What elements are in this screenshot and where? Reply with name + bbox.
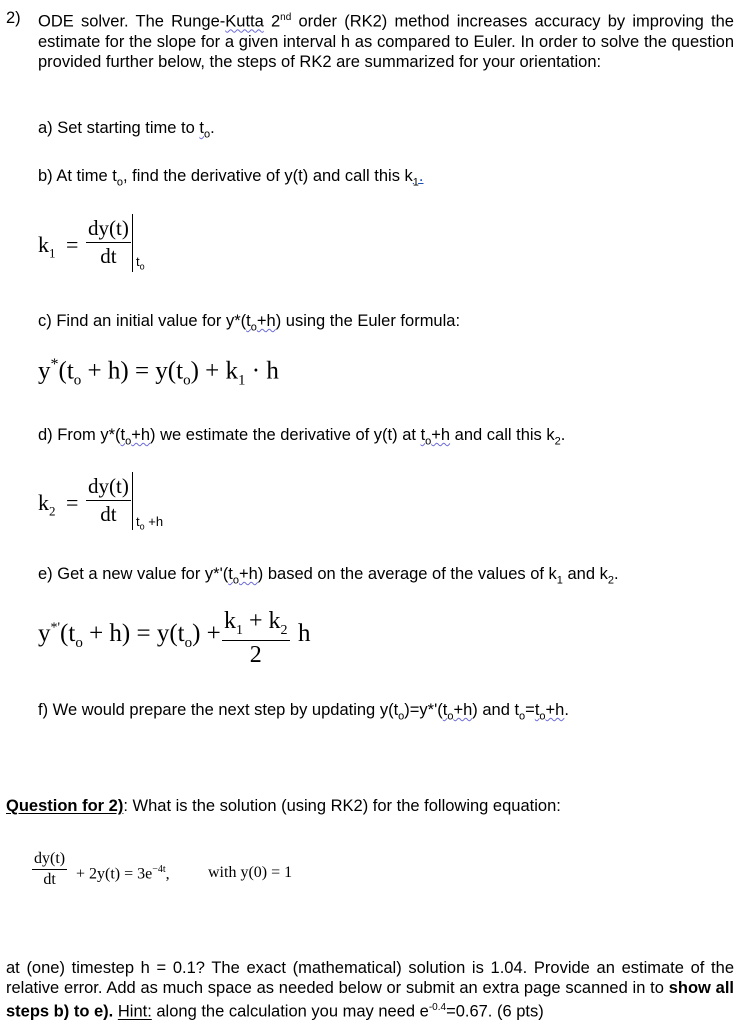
step-d: d) From $y*(t_o+h)$ we estimate the derivative of y(t) at $t_o+h$ and call this $k_2$. xyxy=(38,426,566,448)
step-a: a) Set starting time to $t_o$. xyxy=(38,119,215,141)
rk2-equation: $y^{*'}(t_o + h) = y(t_o)$ + $\frac{k_1 + k_2}{2}$ h xyxy=(38,608,311,668)
ode-equation: $\frac{dy(t)}{dt}$ + $2y(t) = 3e^{-4t}$, with y(0) = 1 xyxy=(34,850,293,888)
intro-text: ODE solver. The Runge-Kutta 2nd order (RK2) method increases accuracy by improving the estimate for the slope for a given interval h as compared to Euler. In order to solve the question provided further below, the steps of RK2 are summarized for your orientation: xyxy=(38,12,734,71)
question-label: Question for 2) xyxy=(6,797,124,815)
kutta-word: Kutta xyxy=(225,12,264,31)
step-b: b) At time $t_o$, find the derivative of y(t) and call this $k_1$. xyxy=(38,167,424,189)
question-heading: Question for 2): What is the solution (using RK2) for the following equation: xyxy=(6,797,561,815)
k2-equation: $k_2$ = $\frac{dy(t)}{dt}$ $t_o +h$ xyxy=(38,474,164,532)
problem-number: 2) xyxy=(6,9,21,27)
step-f: f) We would prepare the next step by updating $y(t_o)=y*'(t_o+h)$ and $t_o=t_o+h$. xyxy=(38,701,569,723)
k1-equation: $k_1$ = $\frac{dy(t)}{dt}$ $t_o$ xyxy=(38,216,145,272)
question-body: at (one) timestep h = 0.1? The exact (mathematical) solution is 1.04. Provide an estimate of the relative error. Add as much space as needed below or submit an extra page scanned in to show all steps b) to e). Hint: along the calculation you may need $e^{-0.4}=0.67$. (6 pts) xyxy=(6,959,734,1021)
step-e: e) Get a new value for $y*'(t_o+h)$ based on the average of the values of $k_1$ and $k_2$. xyxy=(38,565,619,587)
step-c: c) Find an initial value for $y*(t_o+h)$ using the Euler formula: xyxy=(38,312,461,334)
euler-equation: $y^*(t_o + h) = y(t_o) + k_1 \cdot h$ xyxy=(38,356,279,389)
intro-paragraph xyxy=(6,8,734,72)
